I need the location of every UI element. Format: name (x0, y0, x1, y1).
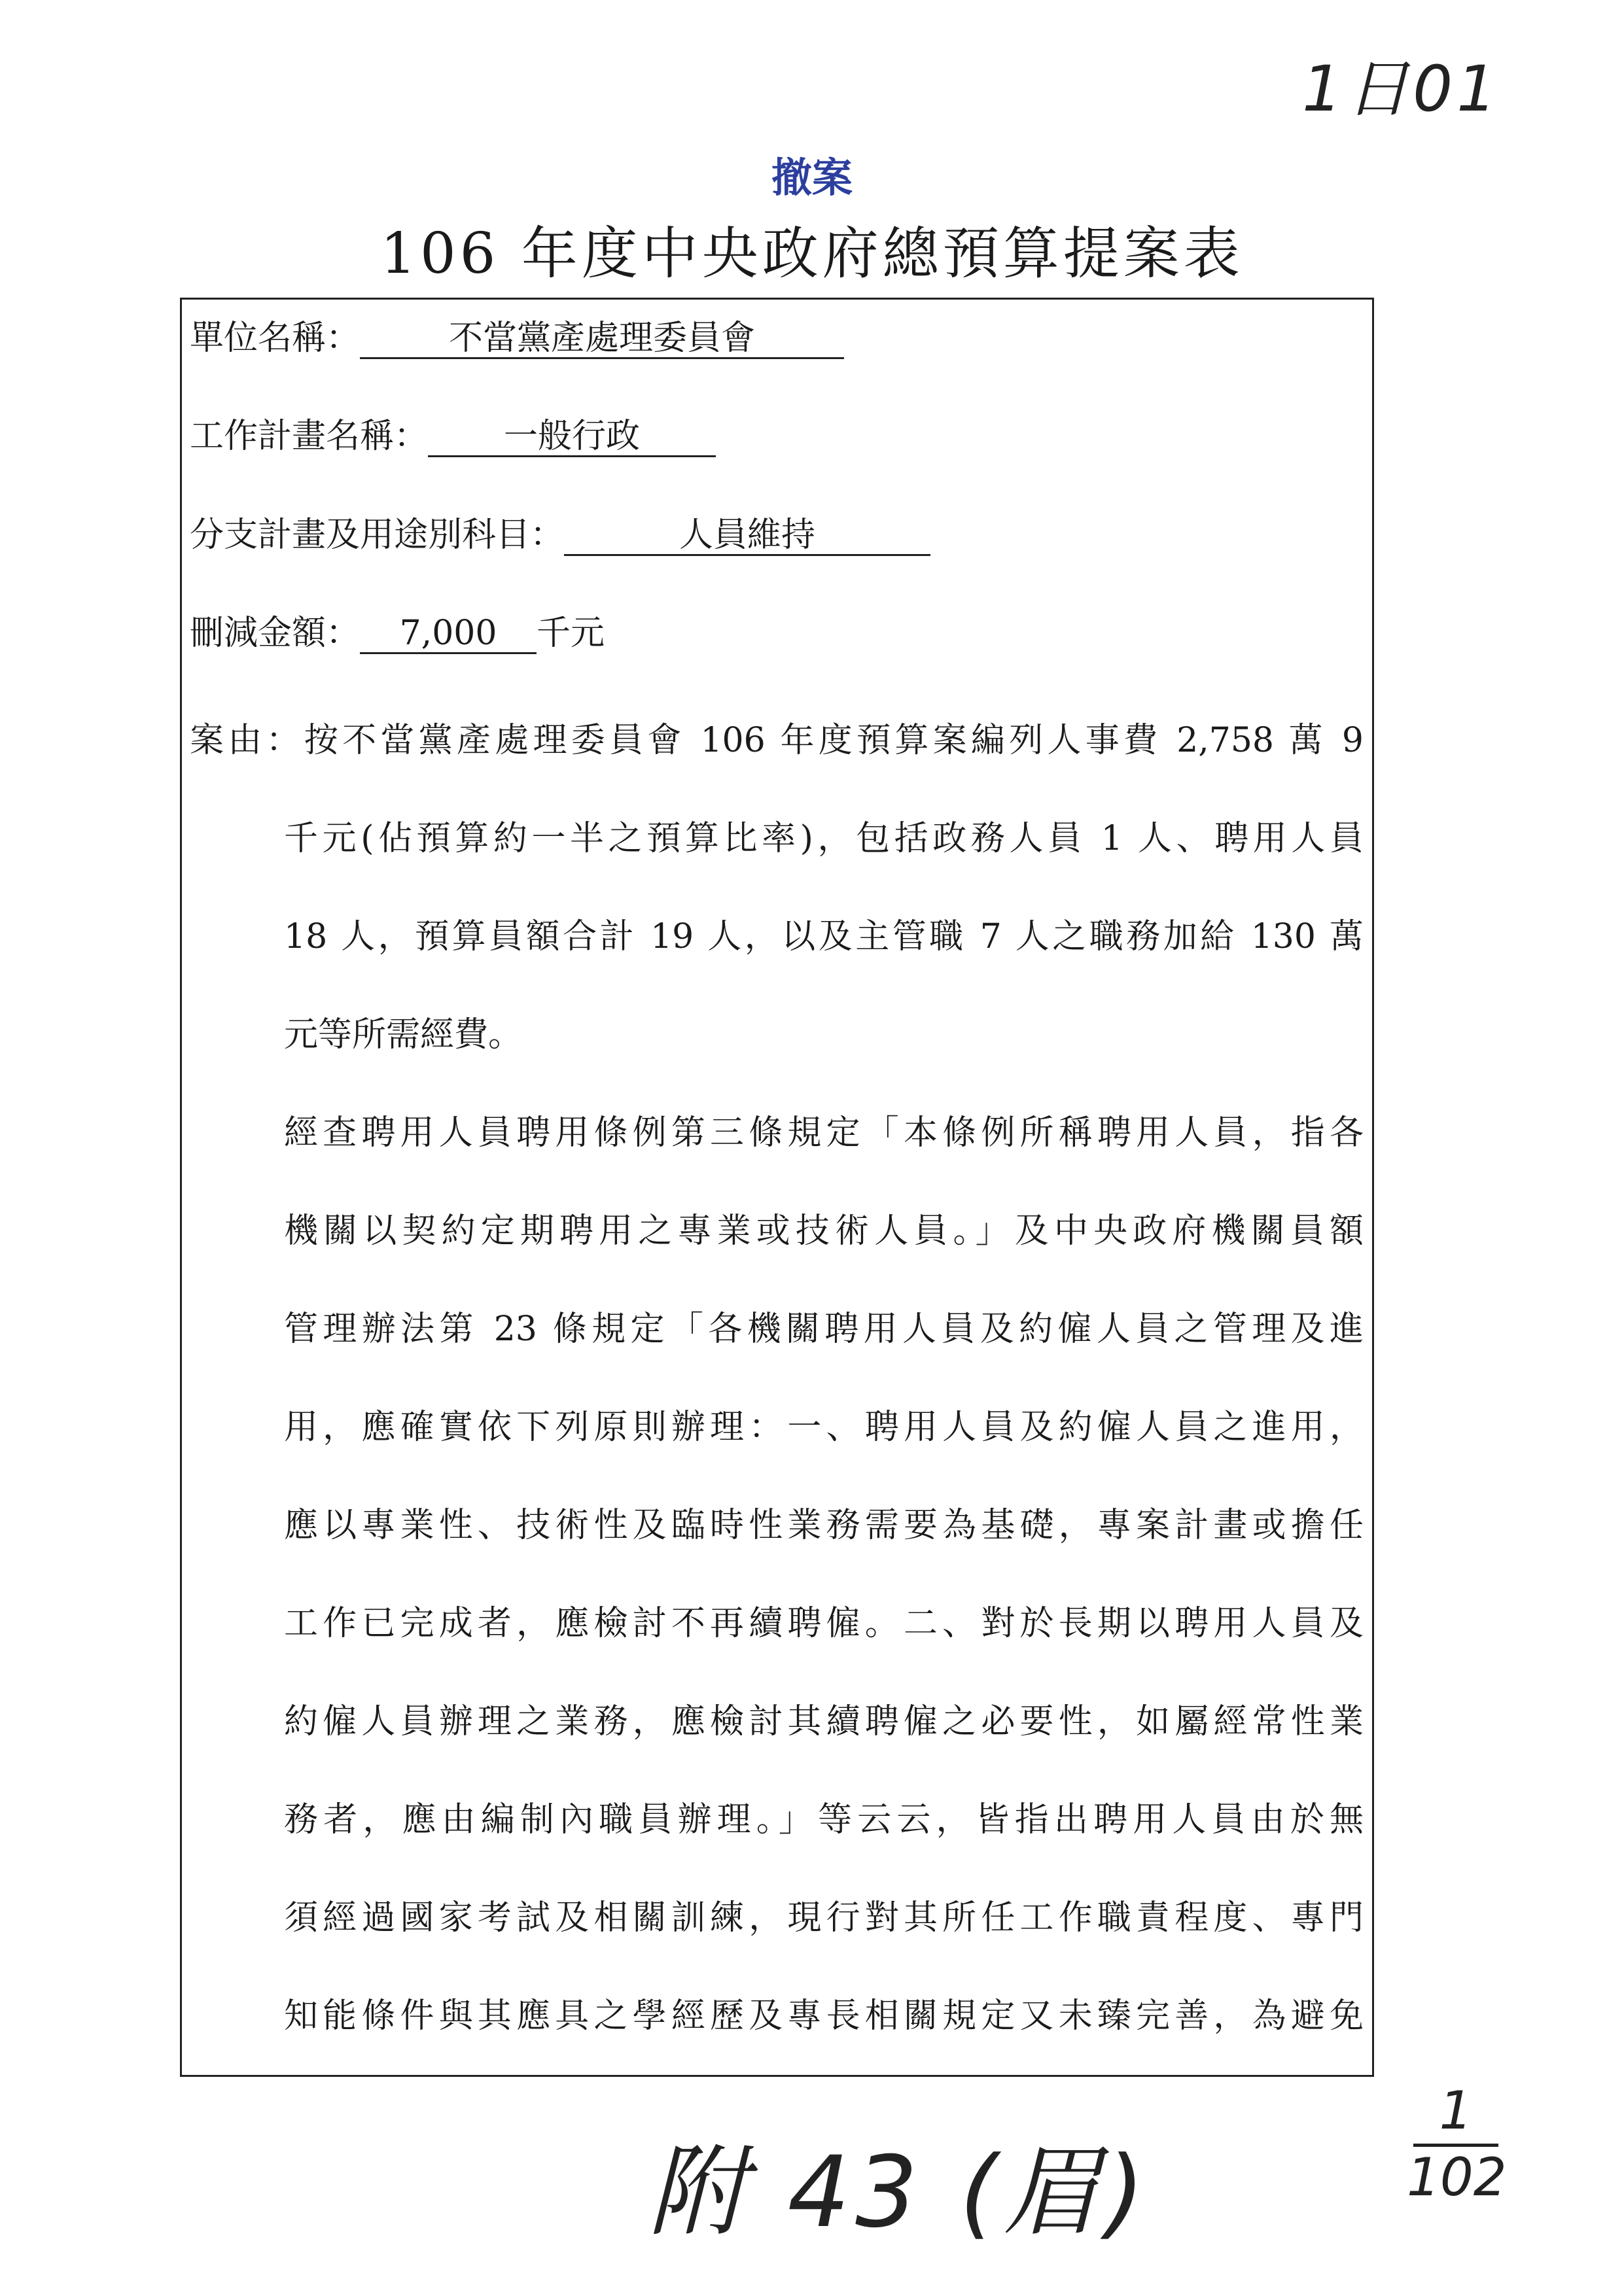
reason-line: 機關以契約定期聘用之專業或技術人員。」及中央政府機關員額 (284, 1211, 1364, 1251)
reason-line: 管理辦法第 23 條規定「各機關聘用人員及約僱人員之管理及進 (284, 1310, 1364, 1349)
reason-line-1 (190, 721, 1364, 760)
work-plan-label: 工作計畫名稱： (190, 417, 429, 456)
branch-plan-row (190, 515, 930, 556)
reason-line: 千元(佔預算約一半之預算比率)，包括政務人員 1 人、聘用人員 (284, 819, 1364, 858)
unit-name-label: 單位名稱： (190, 319, 361, 358)
reason-line: 18 人，預算員額合計 19 人，以及主管職 7 人之職務加給 130 萬 (284, 917, 1364, 956)
reason-line: 務者，應由編制內職員辦理。」等云云，皆指出聘用人員由於無 (284, 1800, 1364, 1839)
reason-line: 元等所需經費。 (284, 1015, 523, 1054)
document-title: 106 年度中央政府總預算提案表 (380, 221, 1244, 287)
reason-label: 案由： (190, 721, 304, 760)
page-number-total: 102 (1407, 2147, 1507, 2208)
reason-line: 用，應確實依下列原則辦理：一、聘用人員及約僱人員之進用， (284, 1408, 1364, 1447)
work-plan-row (190, 417, 716, 457)
handwritten-annotation-bottom: 附 43 (眉) (648, 2136, 1150, 2250)
reason-line: 應以專業性、技術性及臨時性業務需要為基礎，專案計畫或擔任 (284, 1506, 1364, 1545)
unit-name-value: 不當黨產處理委員會 (360, 319, 844, 359)
reason-line: 經查聘用人員聘用條例第三條規定「本條例所稱聘用人員，指各 (284, 1113, 1364, 1153)
handwritten-annotation-top: 1日01 (1302, 52, 1501, 126)
branch-plan-value: 人員維持 (564, 516, 930, 556)
reason-line: 須經過國家考試及相關訓練，現行對其所任工作職責程度、專門 (284, 1898, 1364, 1938)
reduction-amount-row (190, 614, 605, 654)
reason-line: 知能條件與其應具之學經歷及專長相關規定又未臻完善，為避免 (284, 1996, 1364, 2036)
reduction-amount-label: 刪減金額： (190, 614, 361, 653)
withdrawn-stamp: 撤案 (771, 154, 853, 201)
reduction-amount-value: 7,000 (360, 614, 537, 654)
reason-line: 約僱人員辦理之業務，應檢討其續聘僱之必要性，如屬經常性業 (284, 1702, 1364, 1741)
unit-name-row (190, 319, 844, 359)
reason-text: 按不當黨產處理委員會 106 年度預算案編列人事費 2,758 萬 9 (304, 721, 1364, 760)
branch-plan-label: 分支計畫及用途別科目： (190, 515, 565, 555)
page-number-current: 1 (1439, 2080, 1473, 2141)
reduction-amount-unit: 千元 (537, 614, 605, 653)
work-plan-value: 一般行政 (428, 417, 716, 457)
reason-line: 工作已完成者，應檢討不再續聘僱。二、對於長期以聘用人員及 (284, 1604, 1364, 1643)
page-number (1407, 2080, 1505, 2208)
